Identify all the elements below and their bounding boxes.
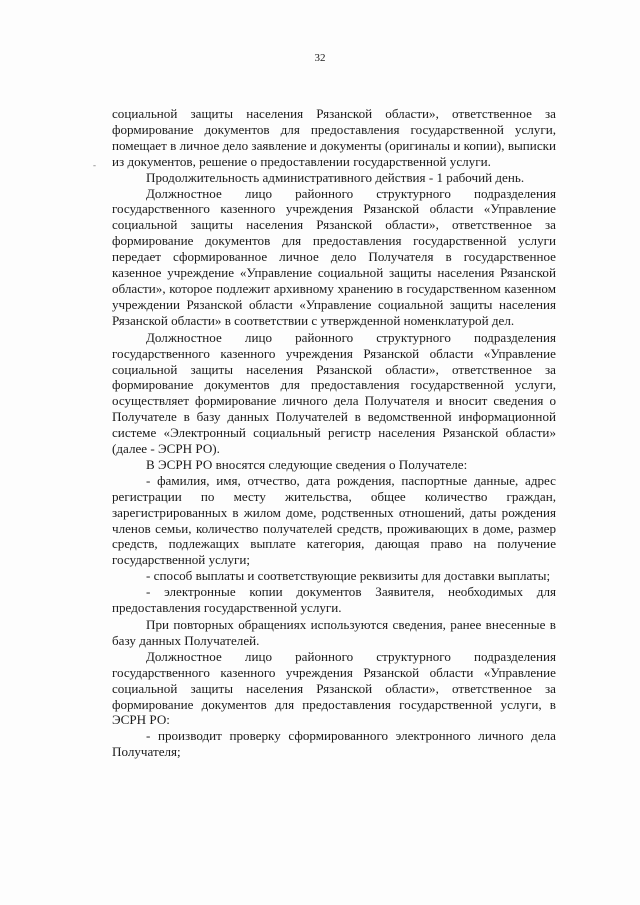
paragraph-2: Продолжительность административного действия - 1 рабочий день. bbox=[146, 169, 525, 185]
paragraph-8: - электронные копии документов Заявителя, необходимых для предоставления государственной услуги. bbox=[112, 584, 556, 616]
paragraph-10: Должностное лицо районного структурного подразделения государственного казенного учреждения Рязанской области «Управление социальной защиты населения Рязанской области», ответственное за формирование документов для предоставления государственной услуги, в ЭСРН РО: bbox=[112, 648, 556, 728]
paragraph-4: Должностное лицо районного структурного подразделения государственного казенного учреждения Рязанской области «Управление социальной защиты населения Рязанской области», ответственное за формирование документов для предоставления государственной услуги, осуществляет формирование личного дела Получателя и вносит сведения о Получателе в базу данных Получателей в ведомственной информационной системе «Электронный социальный регистр населения Рязанской области» (далее - ЭСРН РО). bbox=[112, 329, 556, 457]
paragraph-6: - фамилия, имя, отчество, дата рождения, паспортные данные, адрес регистрации по месту жительства, общее количество граждан, зарегистрированных в жилом доме, родственных отношений, даты рождения членов семьи, количество получателей средств, проживающих в доме, размер средств, подлежащих выплате категория, дающая право на получение государственной услуги; bbox=[112, 472, 556, 568]
page-number: 32 bbox=[314, 52, 326, 64]
paragraph-11: - производит проверку сформированного электронного личного дела Получателя; bbox=[112, 728, 556, 760]
paragraph-7: - способ выплаты и соответствующие реквизиты для доставки выплаты; bbox=[146, 568, 551, 584]
document-body bbox=[112, 106, 556, 760]
margin-mark: - bbox=[93, 160, 96, 170]
paragraph-5: В ЭСРН РО вносятся следующие сведения о Получателе: bbox=[146, 456, 468, 472]
paragraph-3: Должностное лицо районного структурного подразделения государственного казенного учреждения Рязанской области «Управление социальной защиты населения Рязанской области», ответственное за формирование документов для предоставления государственной услуги передает сформированное личное дело Получателя в государственное казенное учреждение «Управление социальной защиты населения Рязанской области», которое подлежит архивному хранению в государственном казенном учреждении Рязанской области «Управление социальной защиты населения Рязанской области» в соответствии с утвержденной номенклатурой дел. bbox=[112, 185, 556, 328]
paragraph-9: При повторных обращениях используются сведения, ранее внесенные в базу данных Получателей. bbox=[112, 617, 556, 648]
paragraph-1: социальной защиты населения Рязанской области», ответственное за формирование документов для предоставления государственной услуги, помещает в личное дело заявление и документы (оригиналы и копии), выписки из документов, решение о предоставлении государственной услуги. bbox=[112, 106, 556, 169]
